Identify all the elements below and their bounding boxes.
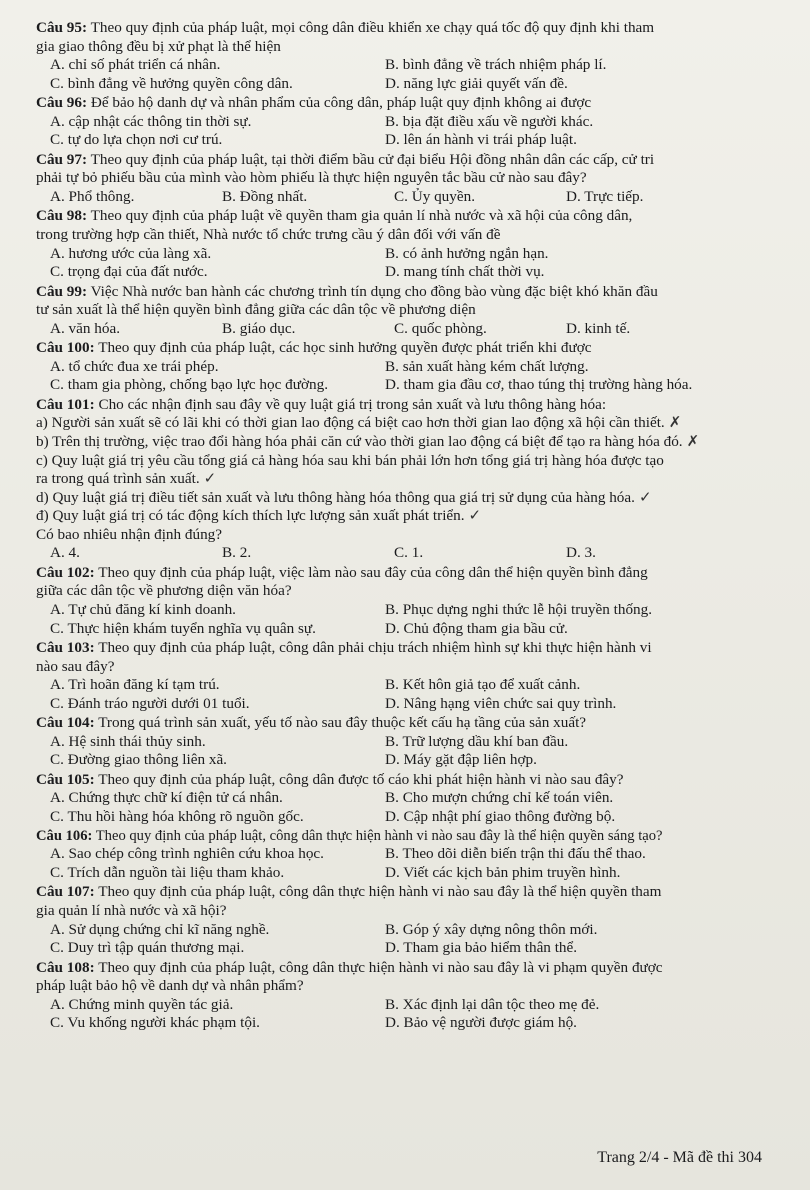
question-104-option-b: B. Trữ lượng dầu khí ban đầu. bbox=[385, 732, 569, 750]
question-97-line-2: phải tự bỏ phiếu bầu của mình vào hòm phiếu là thực hiện nguyên tắc bầu cử nào sau đây? bbox=[36, 169, 587, 187]
question-103 bbox=[36, 639, 776, 713]
question-104 bbox=[36, 714, 776, 770]
question-97-option-b: B. Đồng nhất. bbox=[222, 187, 308, 205]
question-98-option-d: D. mang tính chất thời vụ. bbox=[385, 263, 545, 281]
question-95-line-2: gia giao thông đều bị xử phạt là thể hiện bbox=[36, 37, 281, 55]
question-99-line-1: Câu 99: Việc Nhà nước ban hành các chương trình tín dụng cho đồng bào vùng đặc biệt khó khăn đầu bbox=[36, 282, 658, 300]
question-106-option-d: D. Viết các kịch bản phim truyền hình. bbox=[385, 863, 621, 881]
check-mark-icon: ✓ bbox=[638, 488, 652, 506]
question-105 bbox=[36, 771, 776, 827]
question-102-option-a: A. Tự chủ đăng kí kinh doanh. bbox=[50, 600, 236, 618]
cross-mark-icon: ✗ bbox=[686, 433, 700, 451]
question-97-option-c: C. Ủy quyền. bbox=[394, 187, 475, 205]
question-99 bbox=[36, 283, 776, 339]
question-101-prompt: Có bao nhiêu nhận định đúng? bbox=[36, 525, 223, 543]
question-97 bbox=[36, 151, 776, 207]
question-102-option-b: B. Phục dựng nghi thức lễ hội truyền thống. bbox=[385, 600, 653, 618]
question-100-option-d: D. tham gia đầu cơ, thao túng thị trường hàng hóa. bbox=[385, 376, 693, 394]
question-103-option-c: C. Đánh tráo người dưới 01 tuổi. bbox=[50, 694, 250, 712]
question-99-option-d: D. kinh tế. bbox=[566, 319, 631, 337]
question-107-option-b: B. Góp ý xây dựng nông thôn mới. bbox=[385, 920, 598, 938]
question-105-option-b: B. Cho mượn chứng chỉ kế toán viên. bbox=[385, 789, 614, 807]
question-95-line-1: Câu 95: Theo quy định của pháp luật, mọi công dân điều khiển xe chạy quá tốc độ quy định khi tham bbox=[36, 19, 655, 36]
question-102-option-c: C. Thực hiện khám tuyển nghĩa vụ quân sự. bbox=[50, 619, 316, 637]
question-103-line-2: nào sau đây? bbox=[36, 657, 115, 675]
question-101-option-c: C. 1. bbox=[394, 544, 424, 562]
question-96-option-d: D. lên án hành vi trái pháp luật. bbox=[385, 131, 577, 149]
question-96-option-c: C. tự do lựa chọn nơi cư trú. bbox=[50, 131, 223, 149]
question-98-option-a: A. hương ước của làng xã. bbox=[50, 244, 212, 262]
question-95 bbox=[36, 19, 776, 93]
question-95-option-d: D. năng lực giải quyết vấn đề. bbox=[385, 74, 568, 92]
question-107-option-a: A. Sử dụng chứng chỉ kĩ năng nghề. bbox=[50, 920, 270, 938]
cross-mark-icon: ✗ bbox=[668, 414, 682, 432]
question-103-option-d: D. Nâng hạng viên chức sai quy trình. bbox=[385, 694, 617, 712]
question-100-option-a: A. tổ chức đua xe trái phép. bbox=[50, 357, 219, 375]
question-103-option-a: A. Trì hoãn đăng kí tạm trú. bbox=[50, 676, 220, 694]
question-107-option-d: D. Tham gia bảo hiểm thân thể. bbox=[385, 939, 578, 957]
question-101-line-1: Câu 101: Cho các nhận định sau đây về quy luật giá trị trong sản xuất và lưu thông hàng hóa: bbox=[36, 395, 607, 413]
question-97-option-a: A. Phổ thông. bbox=[50, 187, 135, 205]
question-104-line-1: Câu 104: Trong quá trình sản xuất, yếu tố nào sau đây thuộc kết cấu hạ tầng của sản xuất? bbox=[36, 714, 587, 732]
question-107-line-2: gia quản lí nhà nước và xã hội? bbox=[36, 901, 227, 919]
question-96-line-1: Câu 96: Để bảo hộ danh dự và nhân phẩm của công dân, pháp luật quy định không ai được bbox=[36, 94, 592, 112]
question-102-line-2: giữa các dân tộc về phương diện văn hóa? bbox=[36, 582, 292, 600]
question-104-option-c: C. Đường giao thông liên xã. bbox=[50, 751, 227, 769]
statement-b: b) Trên thị trường, việc trao đổi hàng hóa phải căn cứ vào thời gian lao động cá biệt để tạo ra hàng hóa đó. ✗ bbox=[36, 433, 700, 451]
question-108-option-b: B. Xác định lại dân tộc theo mẹ đẻ. bbox=[385, 995, 600, 1013]
question-106-line-1: Câu 106: Theo quy định của pháp luật, công dân thực hiện hành vi nào sau đây là thể hiện quyền sáng tạo? bbox=[36, 827, 663, 844]
question-100-option-b: B. sản xuất hàng kém chất lượng. bbox=[385, 357, 589, 375]
question-99-line-2: tư sản xuất là thể hiện quyền bình đẳng giữa các dân tộc về phương diện bbox=[36, 301, 476, 319]
check-mark-icon: ✓ bbox=[468, 507, 482, 525]
question-100-option-c: C. tham gia phòng, chống bạo lực học đường. bbox=[50, 376, 328, 394]
question-108 bbox=[36, 959, 776, 1033]
question-100 bbox=[36, 339, 776, 395]
statement-dd: đ) Quy luật giá trị có tác động kích thích lực lượng sản xuất phát triển. ✓ bbox=[36, 507, 482, 525]
question-107-line-1: Câu 107: Theo quy định của pháp luật, công dân thực hiện hành vi nào sau đây là thể hiện quyền tham bbox=[36, 883, 662, 901]
question-97-option-d: D. Trực tiếp. bbox=[566, 187, 644, 205]
question-96 bbox=[36, 94, 776, 150]
question-99-option-c: C. quốc phòng. bbox=[394, 319, 487, 337]
statement-a: a) Người sản xuất sẽ có lãi khi có thời gian lao động cá biệt cao hơn thời gian lao động xã hội cần thiết. ✗ bbox=[36, 414, 682, 432]
question-105-option-a: A. Chứng thực chữ kí điện tử cá nhân. bbox=[50, 789, 283, 807]
question-100-line-1: Câu 100: Theo quy định của pháp luật, các học sinh hưởng quyền được phát triển khi được bbox=[36, 339, 592, 357]
question-98-line-2: trong trường hợp cần thiết, Nhà nước tổ chức trưng cầu ý dân đối với vấn đề bbox=[36, 226, 501, 244]
question-95-option-a: A. chỉ số phát triển cá nhân. bbox=[50, 56, 221, 74]
question-108-line-2: pháp luật bảo hộ về danh dự và nhân phẩm? bbox=[36, 977, 304, 995]
page-footer: Trang 2/4 - Mã đề thi 304 bbox=[597, 1149, 762, 1166]
question-103-option-b: B. Kết hôn giả tạo để xuất cảnh. bbox=[385, 676, 581, 694]
question-105-option-d: D. Cập nhật phí giao thông đường bộ. bbox=[385, 807, 616, 825]
question-102-line-1: Câu 102: Theo quy định của pháp luật, việc làm nào sau đây của công dân thể hiện quyền bình đẳng bbox=[36, 563, 648, 581]
question-108-option-c: C. Vu khống người khác phạm tội. bbox=[50, 1014, 260, 1032]
question-106-option-b: B. Theo dõi diễn biến trận thi đấu thể thao. bbox=[385, 845, 646, 863]
question-102-option-d: D. Chủ động tham gia bầu cử. bbox=[385, 619, 568, 637]
statement-c: c) Quy luật giá trị yêu cầu tổng giá cả hàng hóa sau khi bán phải lớn hơn tổng giá trị hàng hóa được tạo bbox=[36, 451, 664, 469]
statement-d: d) Quy luật giá trị điều tiết sản xuất và lưu thông hàng hóa thông qua giá trị sử dụng của hàng hóa. ✓ bbox=[36, 488, 652, 506]
question-101-option-a: A. 4. bbox=[50, 544, 80, 562]
question-104-option-a: A. Hệ sinh thái thủy sinh. bbox=[50, 732, 206, 750]
question-98-line-1: Câu 98: Theo quy định của pháp luật về quyền tham gia quản lí nhà nước và xã hội của công dân, bbox=[36, 207, 633, 225]
question-106-option-a: A. Sao chép công trình nghiên cứu khoa học. bbox=[50, 845, 324, 863]
question-101 bbox=[36, 396, 776, 563]
question-96-option-a: A. cập nhật các thông tin thời sự. bbox=[50, 112, 252, 130]
question-101-option-b: B. 2. bbox=[222, 544, 252, 562]
question-95-option-b: B. bình đẳng về trách nhiệm pháp lí. bbox=[385, 56, 607, 74]
question-108-option-d: D. Bảo vệ người được giám hộ. bbox=[385, 1014, 577, 1032]
question-107-option-c: C. Duy trì tập quán thương mại. bbox=[50, 939, 245, 957]
question-99-option-a: A. văn hóa. bbox=[50, 319, 121, 337]
question-106 bbox=[36, 828, 776, 883]
question-103-line-1: Câu 103: Theo quy định của pháp luật, công dân phải chịu trách nhiệm hình sự khi thực hiện hành vi bbox=[36, 639, 652, 657]
question-104-option-d: D. Máy gặt đập liên hợp. bbox=[385, 751, 537, 769]
question-99-option-b: B. giáo dục. bbox=[222, 319, 296, 337]
question-107 bbox=[36, 883, 776, 957]
question-98 bbox=[36, 207, 776, 281]
question-106-option-c: C. Trích dẫn nguồn tài liệu tham khảo. bbox=[50, 863, 285, 881]
question-108-line-1: Câu 108: Theo quy định của pháp luật, công dân thực hiện hành vi nào sau đây là vi phạm quyền được bbox=[36, 958, 663, 976]
question-98-option-c: C. trọng đại của đất nước. bbox=[50, 263, 208, 281]
question-96-option-b: B. bịa đặt điều xấu về người khác. bbox=[385, 112, 594, 130]
check-mark-icon: ✓ bbox=[203, 470, 217, 488]
question-108-option-a: A. Chứng minh quyền tác giả. bbox=[50, 995, 234, 1013]
question-95-option-c: C. bình đẳng về hưởng quyền công dân. bbox=[50, 74, 293, 92]
statement-c-continued: ra trong quá trình sản xuất. ✓ bbox=[36, 470, 217, 488]
question-98-option-b: B. có ảnh hưởng ngắn hạn. bbox=[385, 244, 549, 262]
question-101-option-d: D. 3. bbox=[566, 544, 596, 562]
question-97-line-1: Câu 97: Theo quy định của pháp luật, tại thời điểm bầu cử đại biểu Hội đồng nhân dân các cấp, cử tri bbox=[36, 150, 655, 168]
question-105-option-c: C. Thu hồi hàng hóa không rõ nguồn gốc. bbox=[50, 807, 304, 825]
question-105-line-1: Câu 105: Theo quy định của pháp luật, công dân được tố cáo khi phát hiện hành vi nào sau đây? bbox=[36, 770, 624, 788]
question-102 bbox=[36, 564, 776, 638]
